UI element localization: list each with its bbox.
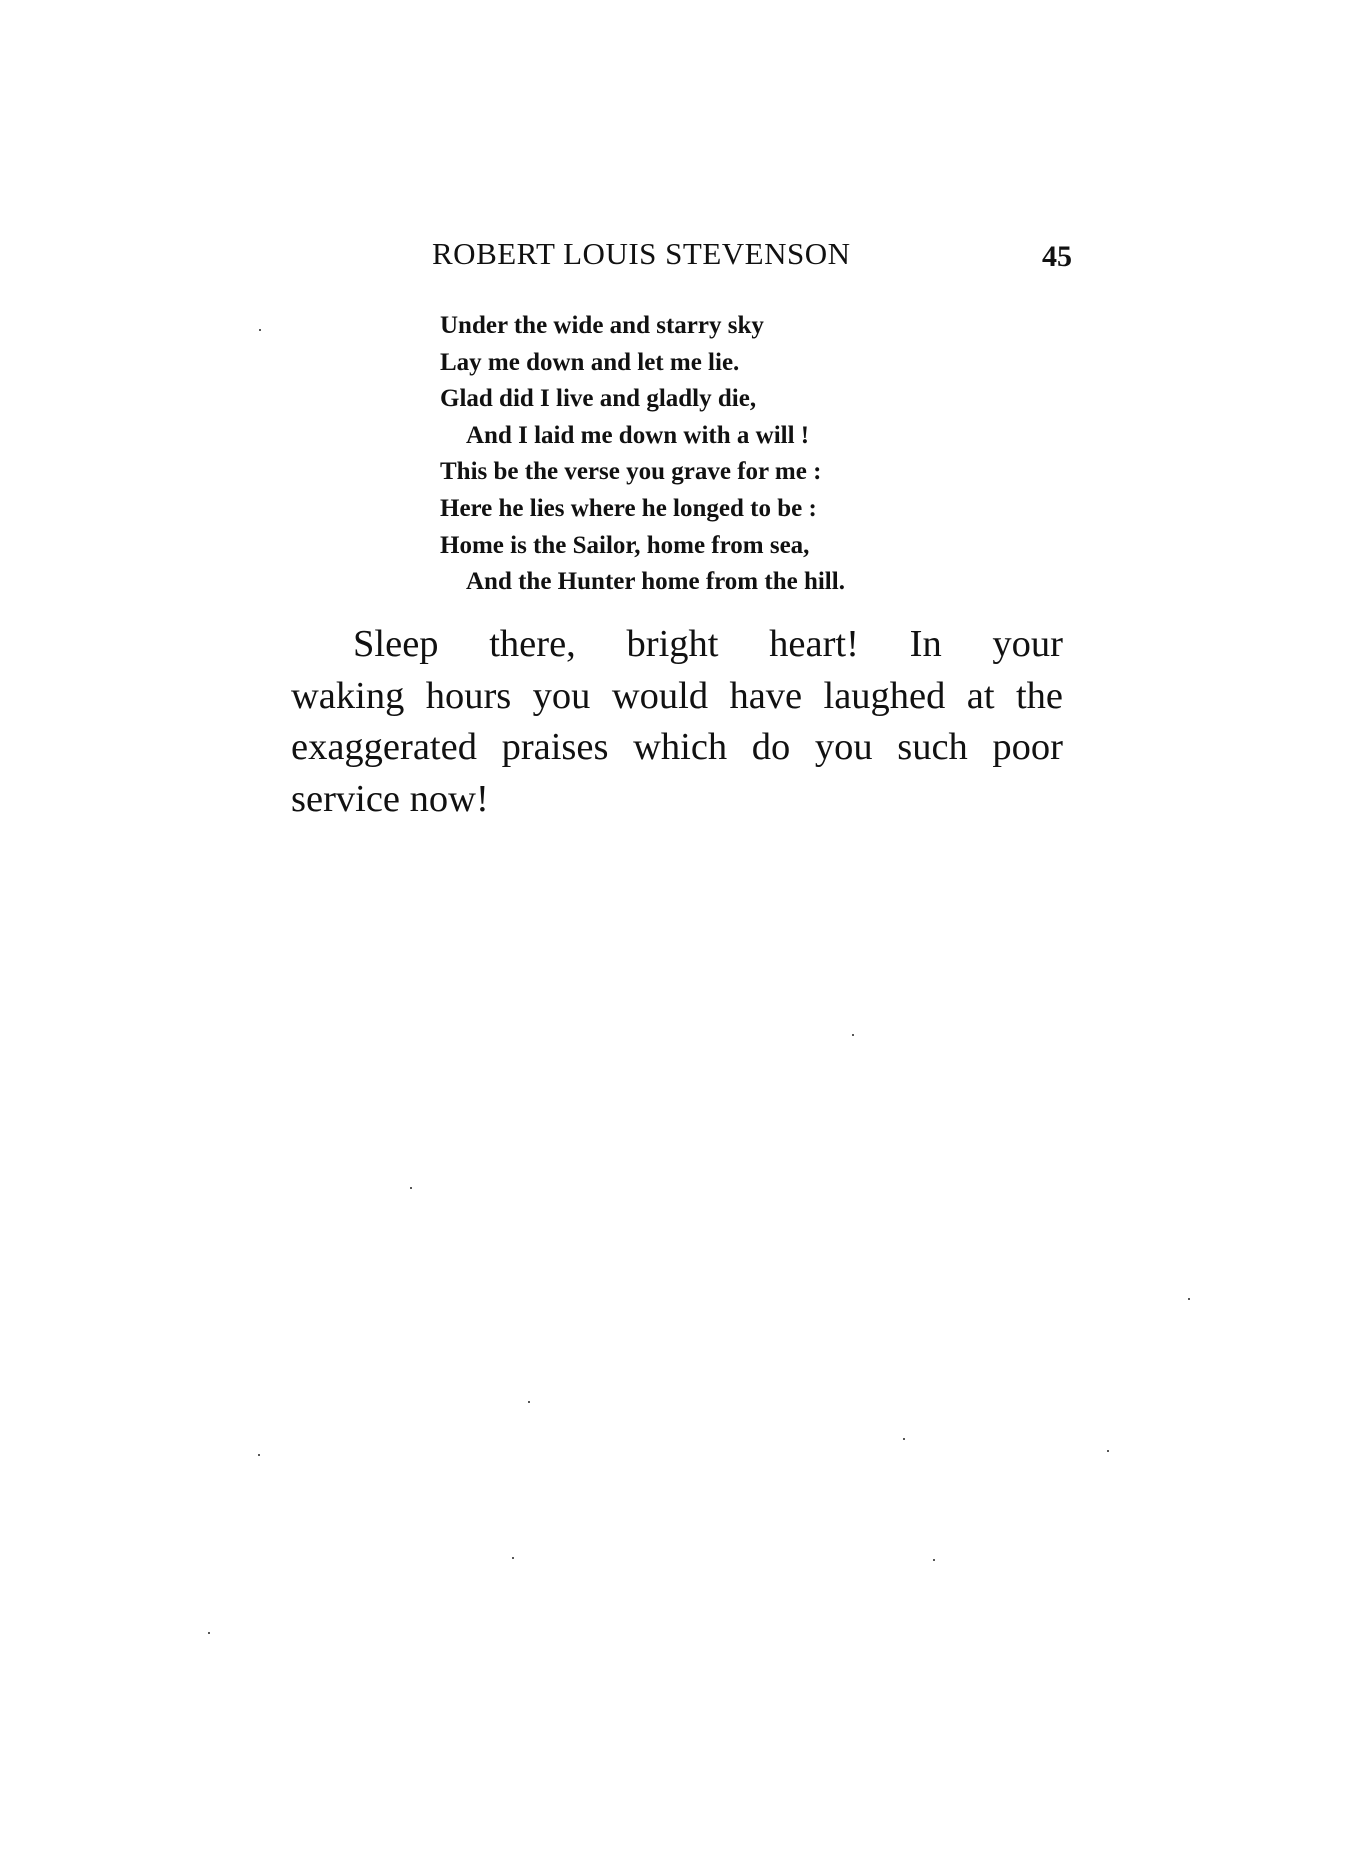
scan-speck xyxy=(528,1401,530,1403)
paragraph-line: service now! xyxy=(291,777,489,820)
body-paragraph xyxy=(291,619,1063,825)
poem-stanza xyxy=(440,308,1000,601)
poem-line: Lay me down and let me lie. xyxy=(440,348,740,376)
scan-speck xyxy=(259,329,261,331)
poem-line: And the Hunter home from the hill. xyxy=(466,568,845,596)
scan-speck xyxy=(410,1187,412,1189)
poem-line: Home is the Sailor, home from sea, xyxy=(440,531,810,559)
scan-speck xyxy=(1188,1298,1190,1300)
scan-speck xyxy=(512,1557,514,1559)
scan-speck xyxy=(933,1559,935,1561)
running-header xyxy=(432,236,1072,280)
paragraph-line: Sleep there, bright heart! In your xyxy=(353,623,1063,665)
paragraph-line: waking hours you would have laughed at the xyxy=(291,674,1063,717)
running-title: ROBERT LOUIS STEVENSON xyxy=(432,236,851,271)
poem-line: Glad did I live and gladly die, xyxy=(440,385,757,413)
scan-speck xyxy=(258,1454,260,1456)
poem-line: Under the wide and starry sky xyxy=(440,312,764,339)
scan-speck xyxy=(1107,1450,1109,1452)
page-number: 45 xyxy=(1042,240,1072,273)
poem-line: Here he lies where he longed to be : xyxy=(440,494,817,522)
scan-speck xyxy=(852,1034,854,1036)
paragraph-line: exaggerated praises which do you such poor xyxy=(291,726,1063,768)
poem-line: This be the verse you grave for me : xyxy=(440,458,822,486)
scan-speck xyxy=(208,1632,210,1634)
scan-speck xyxy=(903,1438,905,1440)
poem-line: And I laid me down with a will ! xyxy=(466,421,810,449)
